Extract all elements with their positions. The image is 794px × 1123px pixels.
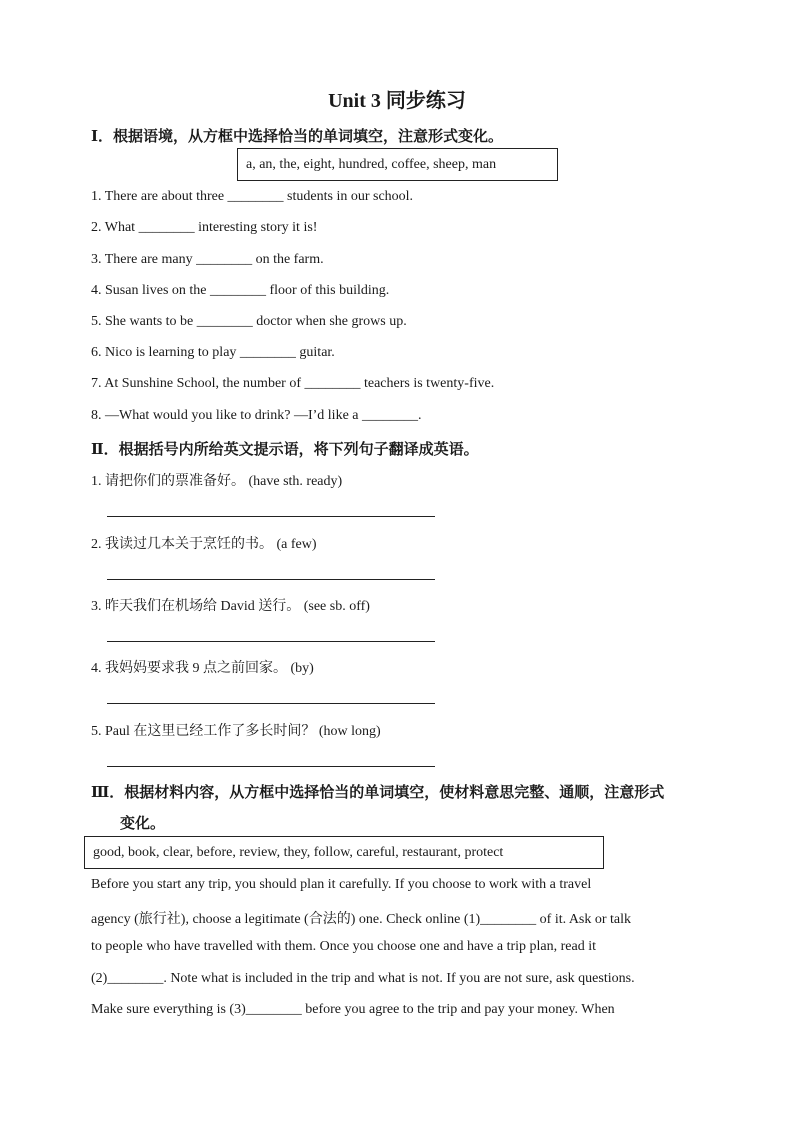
section2-item-2: 2. 我读过几本关于烹饪的书。 (a few) — [91, 537, 317, 552]
section2-item-3: 3. 昨天我们在机场给 David 送行。 (see sb. off) — [91, 599, 370, 614]
section2-heading: Ⅱ．根据括号内所给英文提示语，将下列句子翻译成英语。 — [91, 442, 479, 458]
section3-heading-line2: 变化。 — [120, 816, 166, 832]
section1-item-8: 8. —What would you like to drink? —I’d like a ________. — [91, 408, 422, 423]
answer-line-1[interactable] — [107, 516, 435, 517]
passage-line-4: (2)________. Note what is included in the trip and what is not. If you are not sure, ask questions. — [91, 971, 635, 986]
section2-item-5: 5. Paul 在这里已经工作了多长时间？ (how long) — [91, 724, 381, 739]
passage-line-2: agency (旅行社), choose a legitimate (合法的) one. Check online (1)________ of it. Ask or talk — [91, 912, 632, 927]
passage-line-1: Before you start any trip, you should plan it carefully. If you choose to work with a travel — [91, 877, 592, 892]
section2-item-4: 4. 我妈妈要求我 9 点之前回家。 (by) — [91, 661, 314, 676]
section1-item-1: 1. There are about three ________ students in our school. — [91, 189, 414, 204]
section1-word-box — [237, 148, 558, 181]
answer-line-2[interactable] — [107, 579, 435, 580]
section1-item-4: 4. Susan lives on the ________ floor of this building. — [91, 283, 390, 298]
section3-word-list: good, book, clear, before, review, they, follow, careful, restaurant, protect — [93, 844, 504, 860]
section1-item-6: 6. Nico is learning to play ________ guitar. — [91, 345, 335, 360]
passage-line-3: to people who have travelled with them. Once you choose one and have a trip plan, read it — [91, 939, 596, 954]
section1-heading: Ⅰ．根据语境，从方框中选择恰当的单词填空，注意形式变化。 — [91, 129, 504, 145]
section3-heading-line1: Ⅲ．根据材料内容，从方框中选择恰当的单词填空，使材料意思完整、通顺，注意形式 — [91, 785, 665, 801]
answer-line-4[interactable] — [107, 703, 435, 704]
section1-item-7: 7. At Sunshine School, the number of ________ teachers is twenty-five. — [91, 376, 495, 391]
section1-word-list: a, an, the, eight, hundred, coffee, sheep, man — [246, 156, 497, 172]
section1-item-3: 3. There are many ________ on the farm. — [91, 252, 324, 267]
answer-line-3[interactable] — [107, 641, 435, 642]
section2-item-1: 1. 请把你们的票准备好。 (have sth. ready) — [91, 474, 343, 489]
section3-word-box — [84, 836, 604, 869]
answer-line-5[interactable] — [107, 766, 435, 767]
page-title: Unit 3 同步练习 — [328, 90, 466, 112]
section1-item-2: 2. What ________ interesting story it is! — [91, 220, 318, 235]
passage-line-5: Make sure everything is (3)________ before you agree to the trip and pay your money. When — [91, 1002, 615, 1017]
section1-item-5: 5. She wants to be ________ doctor when she grows up. — [91, 314, 407, 329]
